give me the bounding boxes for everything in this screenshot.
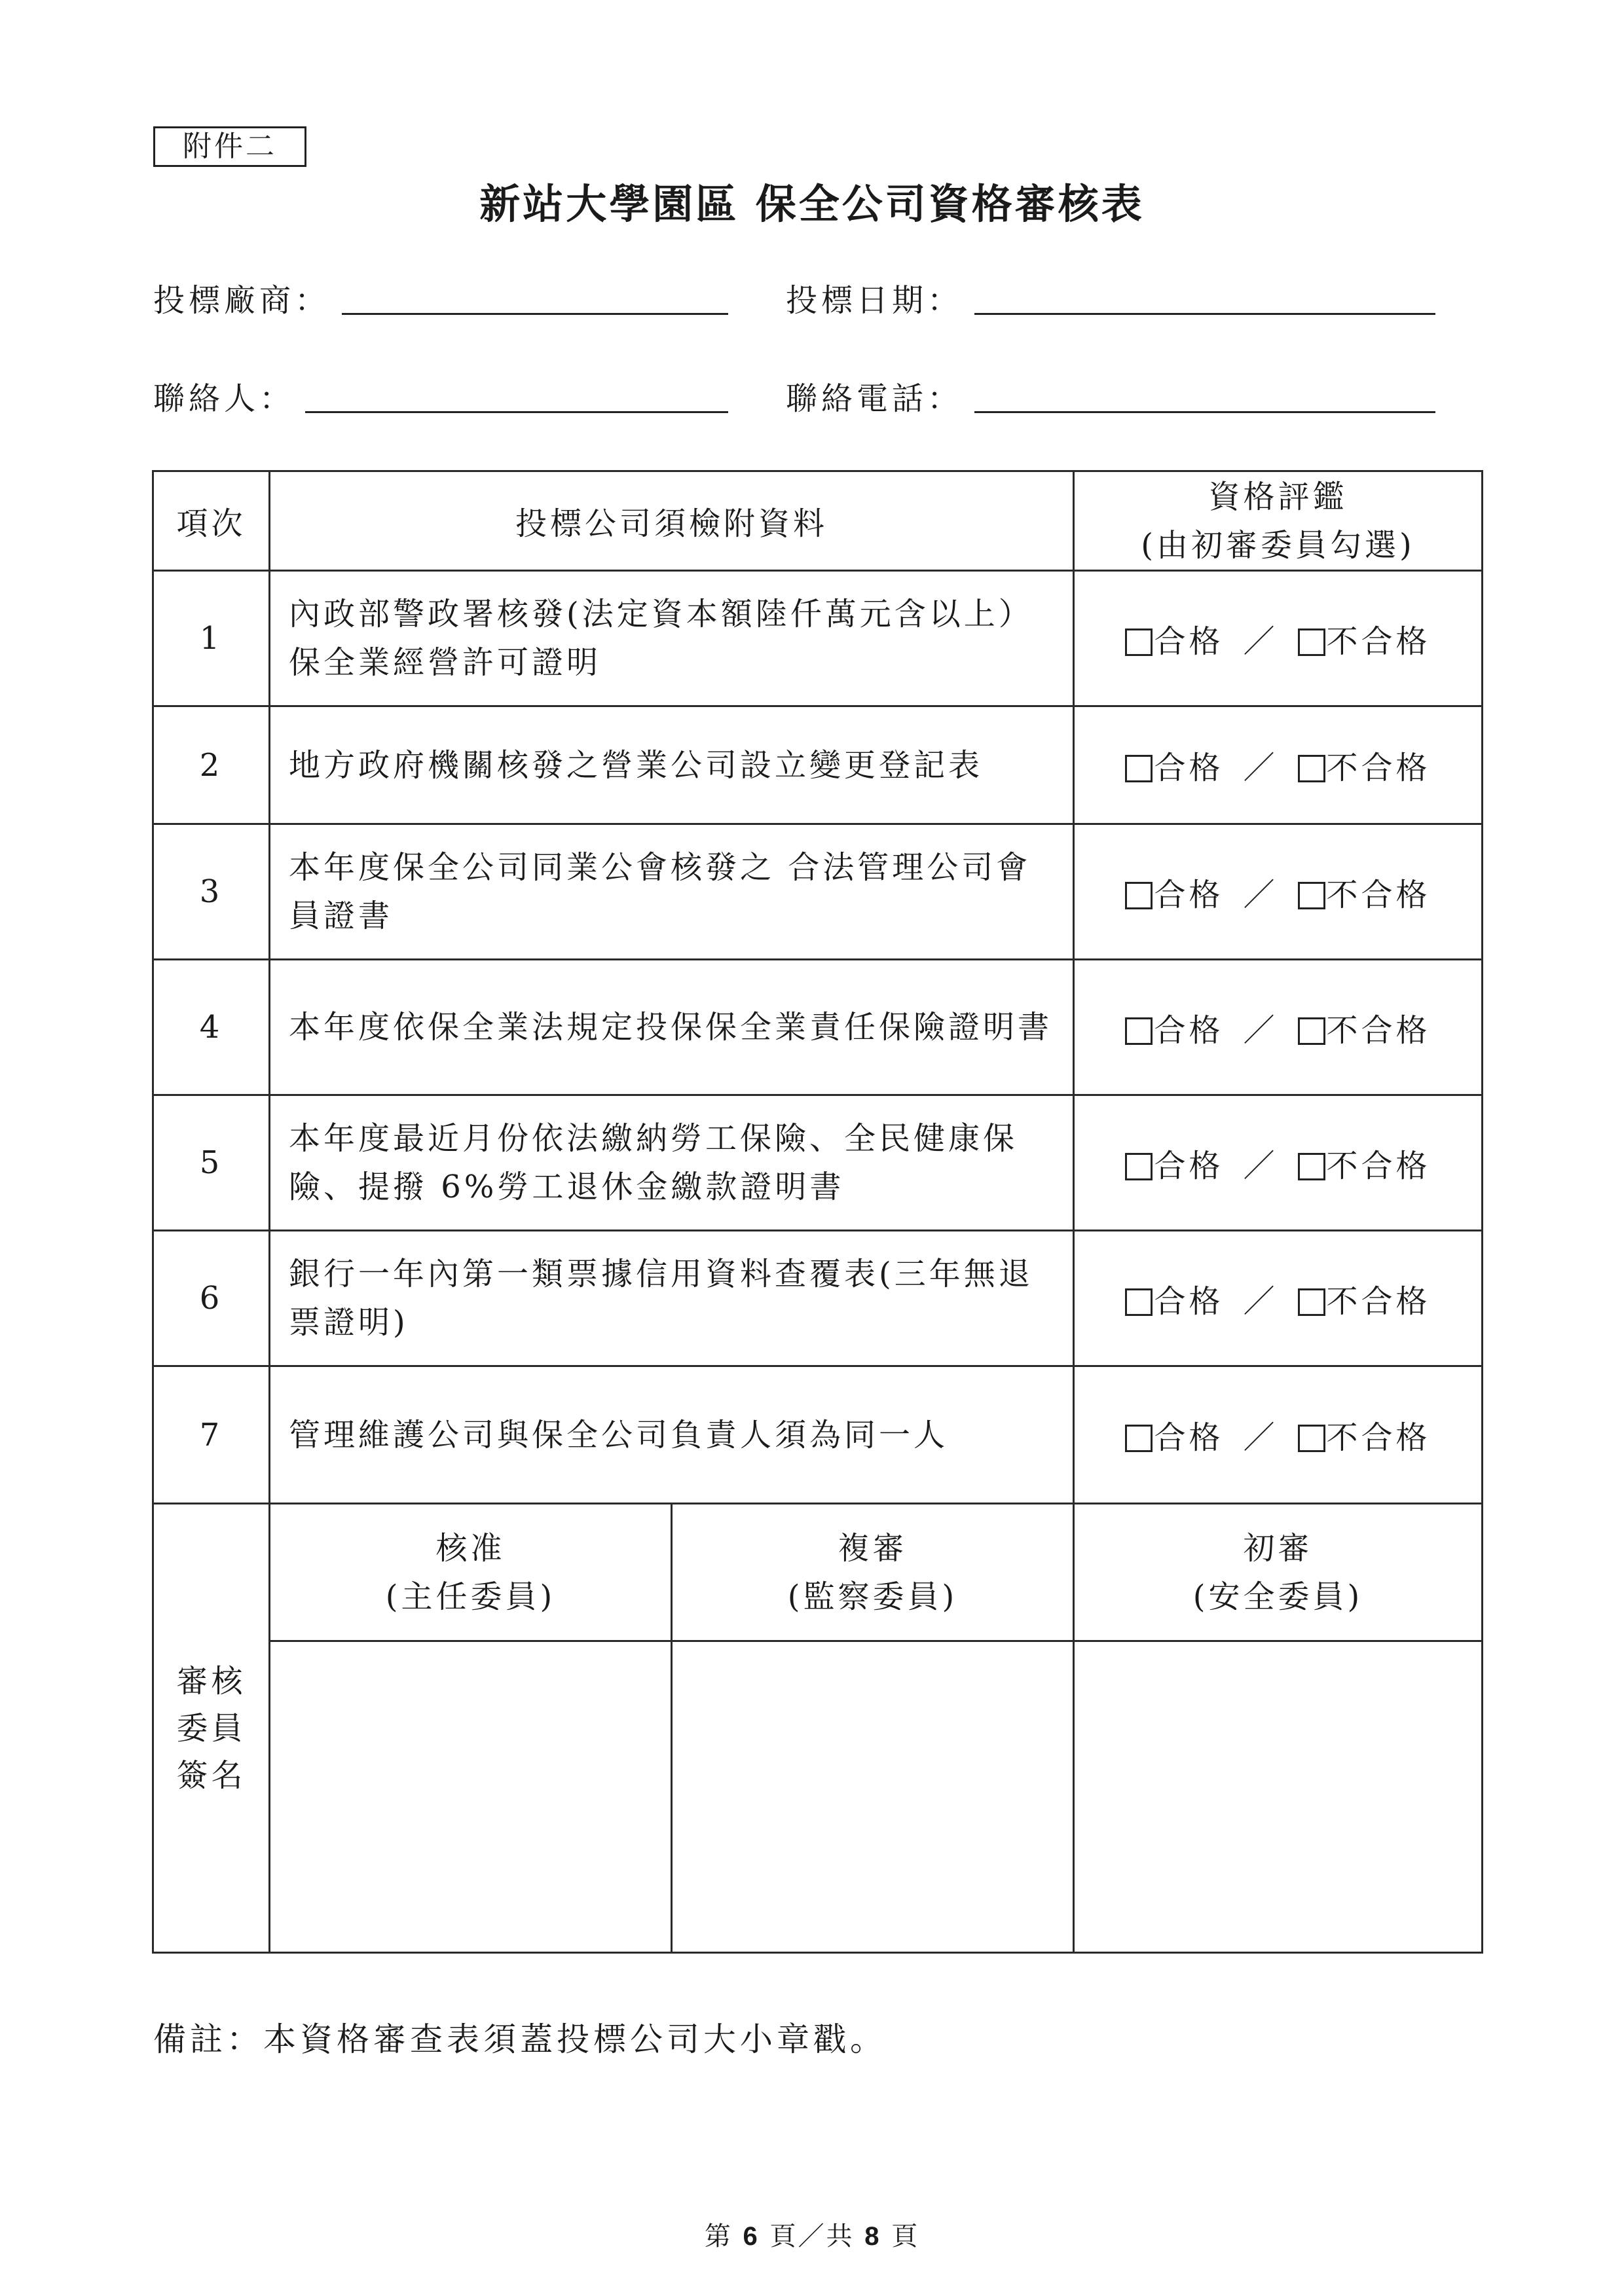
fail-checkbox[interactable] <box>1298 1288 1325 1316</box>
row-evaluation <box>1074 571 1483 706</box>
qualification-table <box>152 470 1483 1954</box>
row-requirement: 本年度依保全業法規定投保保全業責任保險證明書 <box>270 960 1074 1095</box>
review-label-line: 審核 <box>176 1662 246 1700</box>
first-review-role: (安全委員) <box>1192 1578 1363 1615</box>
pass-checkbox[interactable] <box>1125 1288 1153 1316</box>
separator: ／ <box>1243 1419 1278 1456</box>
table-row <box>153 1366 1483 1504</box>
separator: ／ <box>1243 623 1278 660</box>
fail-checkbox[interactable] <box>1298 755 1325 782</box>
review-signature-label <box>153 1504 270 1953</box>
approve-header <box>270 1504 672 1641</box>
row-number: 4 <box>153 960 270 1095</box>
pass-label: 合格 <box>1154 1011 1224 1049</box>
footer-total-pages: 8 <box>864 2222 881 2251</box>
pass-label: 合格 <box>1154 1283 1224 1320</box>
row-number: 7 <box>153 1366 270 1504</box>
second-review-title: 複審 <box>838 1529 908 1567</box>
contact-label: 聯絡人： <box>153 380 295 417</box>
row-evaluation <box>1074 960 1483 1095</box>
separator: ／ <box>1243 1011 1278 1049</box>
review-label-line: 委員 <box>176 1709 246 1747</box>
separator: ／ <box>1243 1283 1278 1320</box>
page-title: 新站大學園區 保全公司資格審核表 <box>479 180 1145 228</box>
pass-checkbox[interactable] <box>1125 755 1153 782</box>
row-requirement: 本年度最近月份依法繳納勞工保險、全民健康保險、提撥 6%勞工退休金繳款證明書 <box>270 1095 1074 1231</box>
row-evaluation <box>1074 824 1483 960</box>
footer-prefix: 第 <box>704 2221 733 2251</box>
first-review-header <box>1074 1504 1483 1641</box>
fail-checkbox[interactable] <box>1298 1017 1325 1045</box>
pass-label: 合格 <box>1154 623 1224 660</box>
fail-label: 不合格 <box>1326 623 1431 660</box>
date-label: 投標日期： <box>786 282 963 319</box>
table-row <box>153 571 1483 706</box>
vendor-field[interactable] <box>342 313 728 315</box>
review-header-row <box>153 1504 1483 1641</box>
fail-label: 不合格 <box>1326 750 1431 786</box>
second-review-header <box>672 1504 1074 1641</box>
pass-checkbox[interactable] <box>1125 1017 1153 1045</box>
row-requirement: 本年度保全公司同業公會核發之 合法管理公司會員證書 <box>270 824 1074 960</box>
pass-label: 合格 <box>1154 876 1224 913</box>
approve-signature-box[interactable] <box>270 1641 672 1953</box>
pass-checkbox[interactable] <box>1125 1425 1153 1452</box>
row-requirement: 地方政府機關核發之營業公司設立變更登記表 <box>270 706 1074 824</box>
footer-middle: 頁／共 <box>769 2221 855 2251</box>
row-number: 5 <box>153 1095 270 1231</box>
row-number: 3 <box>153 824 270 960</box>
phone-label: 聯絡電話： <box>786 380 963 417</box>
header-evaluation-title: 資格評鑑 <box>1208 478 1348 515</box>
table-header-row <box>153 471 1483 571</box>
row-requirement: 管理維護公司與保全公司負責人須為同一人 <box>270 1366 1074 1504</box>
row-number: 1 <box>153 571 270 706</box>
separator: ／ <box>1243 750 1278 786</box>
contact-field[interactable] <box>305 411 728 413</box>
table-row <box>153 960 1483 1095</box>
first-review-title: 初審 <box>1243 1529 1313 1567</box>
header-evaluation <box>1074 471 1483 571</box>
fail-label: 不合格 <box>1326 1011 1431 1049</box>
header-index: 項次 <box>153 471 270 571</box>
pass-label: 合格 <box>1154 750 1224 786</box>
pass-checkbox[interactable] <box>1125 629 1153 656</box>
header-evaluation-note: (由初審委員勾選) <box>1141 526 1415 564</box>
pass-label: 合格 <box>1154 1419 1224 1456</box>
table-row <box>153 706 1483 824</box>
vendor-label: 投標廠商： <box>153 282 331 319</box>
separator: ／ <box>1243 1147 1278 1184</box>
second-review-role: (監察委員) <box>787 1578 958 1615</box>
attachment-label: 附件二 <box>153 126 306 167</box>
signature-row <box>153 1641 1483 1953</box>
fail-label: 不合格 <box>1326 1419 1431 1456</box>
pass-checkbox[interactable] <box>1125 1153 1153 1180</box>
separator: ／ <box>1243 876 1278 913</box>
second-review-signature-box[interactable] <box>672 1641 1074 1953</box>
approve-title: 核准 <box>435 1529 506 1567</box>
fail-label: 不合格 <box>1326 1147 1431 1184</box>
pass-checkbox[interactable] <box>1125 882 1153 909</box>
table-row <box>153 824 1483 960</box>
first-review-signature-box[interactable] <box>1074 1641 1483 1953</box>
date-field[interactable] <box>974 313 1435 315</box>
table-row <box>153 1231 1483 1366</box>
footer-suffix: 頁 <box>891 2221 920 2251</box>
row-evaluation <box>1074 1095 1483 1231</box>
fail-checkbox[interactable] <box>1298 1425 1325 1452</box>
table-row <box>153 1095 1483 1231</box>
pass-label: 合格 <box>1154 1147 1224 1184</box>
fail-label: 不合格 <box>1326 1283 1431 1320</box>
fail-checkbox[interactable] <box>1298 629 1325 656</box>
review-label-line: 簽名 <box>176 1757 246 1794</box>
row-number: 2 <box>153 706 270 824</box>
approve-role: (主任委員) <box>385 1578 556 1615</box>
phone-field[interactable] <box>974 411 1435 413</box>
row-evaluation <box>1074 706 1483 824</box>
row-requirement: 內政部警政署核發(法定資本額陸仟萬元含以上）保全業經營許可證明 <box>270 571 1074 706</box>
row-evaluation <box>1074 1366 1483 1504</box>
page-footer <box>0 2215 1624 2253</box>
remark-note: 備註：本資格審查表須蓋投標公司大小章戳。 <box>153 2020 887 2058</box>
row-evaluation <box>1074 1231 1483 1366</box>
header-documents: 投標公司須檢附資料 <box>270 471 1074 571</box>
footer-page-number: 6 <box>743 2222 760 2251</box>
fail-label: 不合格 <box>1326 876 1431 913</box>
fail-checkbox[interactable] <box>1298 1153 1325 1180</box>
row-requirement: 銀行一年內第一類票據信用資料查覆表(三年無退票證明) <box>270 1231 1074 1366</box>
fail-checkbox[interactable] <box>1298 882 1325 909</box>
row-number: 6 <box>153 1231 270 1366</box>
